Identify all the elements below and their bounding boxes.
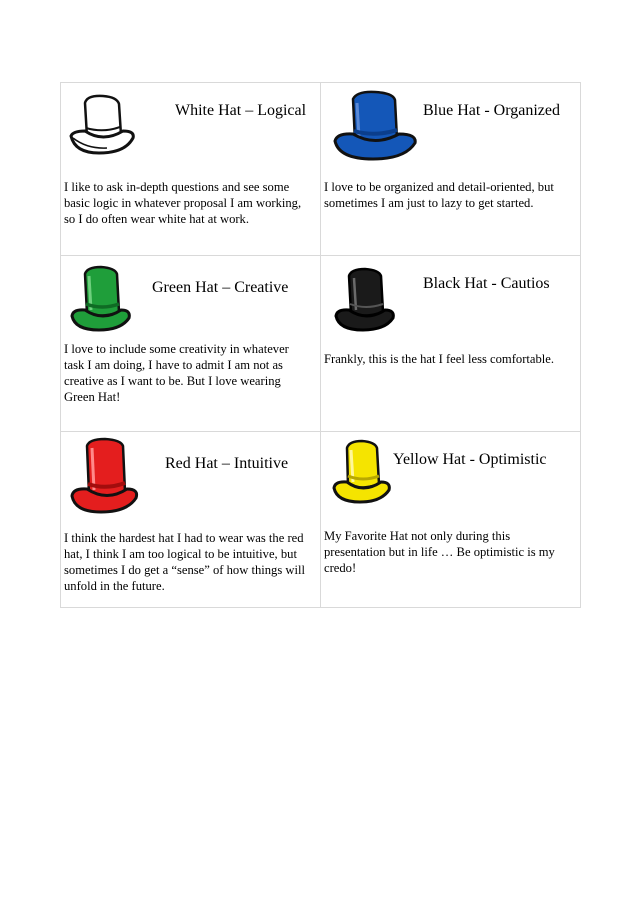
six-hats-table	[60, 82, 581, 608]
yellow-hat-icon	[331, 438, 393, 506]
blue-hat-icon	[331, 89, 421, 161]
hat-title: Blue Hat - Organized	[423, 102, 560, 119]
red-hat-icon	[69, 436, 139, 514]
hat-description: I think the hardest hat I had to wear was the red hat, I think I am too logical to be intuitive, but sometimes I do get a “sense” of how things will unfold in the future.	[64, 531, 305, 593]
green-hat-icon	[69, 264, 133, 332]
hat-description: Frankly, this is the hat I feel less comfortable.	[324, 352, 555, 366]
hat-title: Green Hat – Creative	[152, 279, 289, 296]
hat-title: Red Hat – Intuitive	[165, 455, 289, 472]
hat-description: My Favorite Hat not only during this presentation but in life … Be optimistic is my credo!	[324, 529, 555, 575]
hat-card-green	[61, 256, 321, 432]
hat-card-blue	[321, 83, 581, 256]
table-row	[61, 256, 581, 432]
table-row	[61, 83, 581, 256]
hat-description: I love to include some creativity in whatever task I am doing, I have to admit I am not as creative as I want to be. But I love wearing Green Hat!	[64, 342, 289, 404]
white-hat-icon	[67, 91, 137, 157]
hat-card-black	[321, 256, 581, 432]
hat-card-yellow	[321, 432, 581, 608]
hat-title: Yellow Hat - Optimistic	[393, 451, 547, 468]
hat-title: Black Hat - Cautios	[423, 275, 550, 292]
hat-description: I love to be organized and detail-oriented, but sometimes I am just to lazy to get started.	[324, 180, 554, 210]
hat-description: I like to ask in-depth questions and see some basic logic in whatever proposal I am working, so I do often wear white hat at work.	[64, 180, 302, 226]
table-row	[61, 432, 581, 608]
hat-title: White Hat – Logical	[175, 102, 307, 119]
black-hat-icon	[333, 266, 397, 332]
hat-card-white	[61, 83, 321, 256]
hat-card-red	[61, 432, 321, 608]
